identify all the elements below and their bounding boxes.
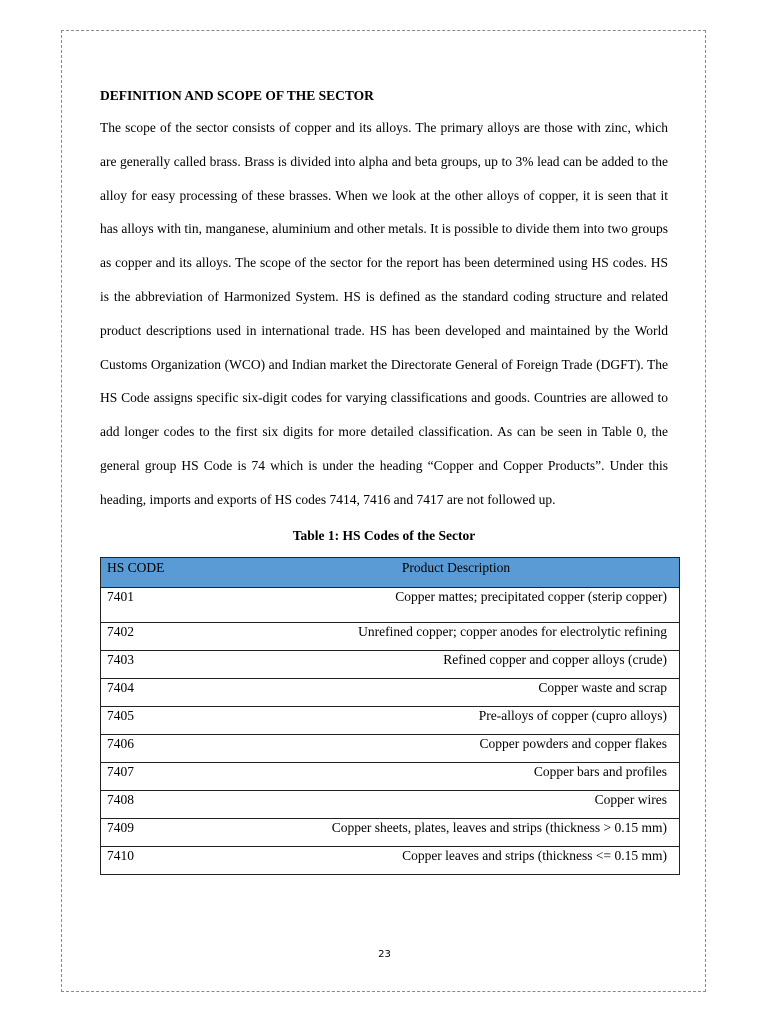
document-page [61, 30, 706, 992]
row-description: Refined copper and copper alloys (crude) [239, 650, 680, 678]
table-caption: Table 1: HS Codes of the Sector [292, 527, 476, 543]
row-code: 7404 [101, 678, 240, 706]
table-row [101, 734, 680, 762]
page-number: 23 [378, 949, 391, 960]
row-description: Pre-alloys of copper (cupro alloys) [239, 706, 680, 734]
table-row [101, 622, 680, 650]
table-row [101, 846, 680, 874]
header-product-description: Product Description [239, 557, 680, 587]
table-row [101, 762, 680, 790]
row-description: Copper powders and copper flakes [239, 734, 680, 762]
row-code: 7403 [101, 650, 240, 678]
row-code: 7406 [101, 734, 240, 762]
header-hs-code: HS CODE [101, 557, 240, 587]
table-row [101, 650, 680, 678]
row-code: 7408 [101, 790, 240, 818]
table-header-row [101, 557, 680, 587]
page-content [100, 87, 668, 875]
row-description: Copper bars and profiles [239, 762, 680, 790]
body-paragraph: The scope of the sector consists of copper and its alloys. The primary alloys are those with zinc, which are generally called brass. Brass is divided into alpha and beta groups, up to 3% lead can be added to the alloy for easy processing of these brasses. When we look at the other alloys of copper, it is seen that it has alloys with tin, manganese, aluminium and other metals. It is possible to divide them into two groups as copper and its alloys. The scope of the sector for the report has been determined using HS codes. HS is the abbreviation of Harmonized System. HS is defined as the standard coding structure and related product descriptions used in international trade. HS has been developed and maintained by the World Customs Organization (WCO) and Indian market the Directorate General of Foreign Trade (DGFT). The HS Code assigns specific six-digit codes for varying classifications and goods. Countries are allowed to add longer codes to the first six digits for more detailed classification. As can be seen in Table 0, the general group HS Code is 74 which is under the heading “Copper and Copper Products”. Under this heading, imports and exports of HS codes 7414, 7416 and 7417 are not followed up. [100, 120, 668, 507]
table-row [101, 587, 680, 622]
row-code: 7401 [101, 587, 240, 622]
row-description: Copper leaves and strips (thickness <= 0.15 mm) [239, 846, 680, 874]
table-row [101, 818, 680, 846]
row-description: Unrefined copper; copper anodes for electrolytic refining [239, 622, 680, 650]
hs-codes-table [100, 557, 680, 875]
row-description: Copper wires [239, 790, 680, 818]
row-description: Copper mattes; precipitated copper (sterip copper) [239, 587, 680, 622]
row-code: 7407 [101, 762, 240, 790]
row-code: 7405 [101, 706, 240, 734]
table-row [101, 706, 680, 734]
row-code: 7409 [101, 818, 240, 846]
table-row [101, 790, 680, 818]
row-description: Copper sheets, plates, leaves and strips (thickness > 0.15 mm) [239, 818, 680, 846]
table-row [101, 678, 680, 706]
row-code: 7402 [101, 622, 240, 650]
section-heading: DEFINITION AND SCOPE OF THE SECTOR [100, 88, 374, 103]
row-description: Copper waste and scrap [239, 678, 680, 706]
row-code: 7410 [101, 846, 240, 874]
